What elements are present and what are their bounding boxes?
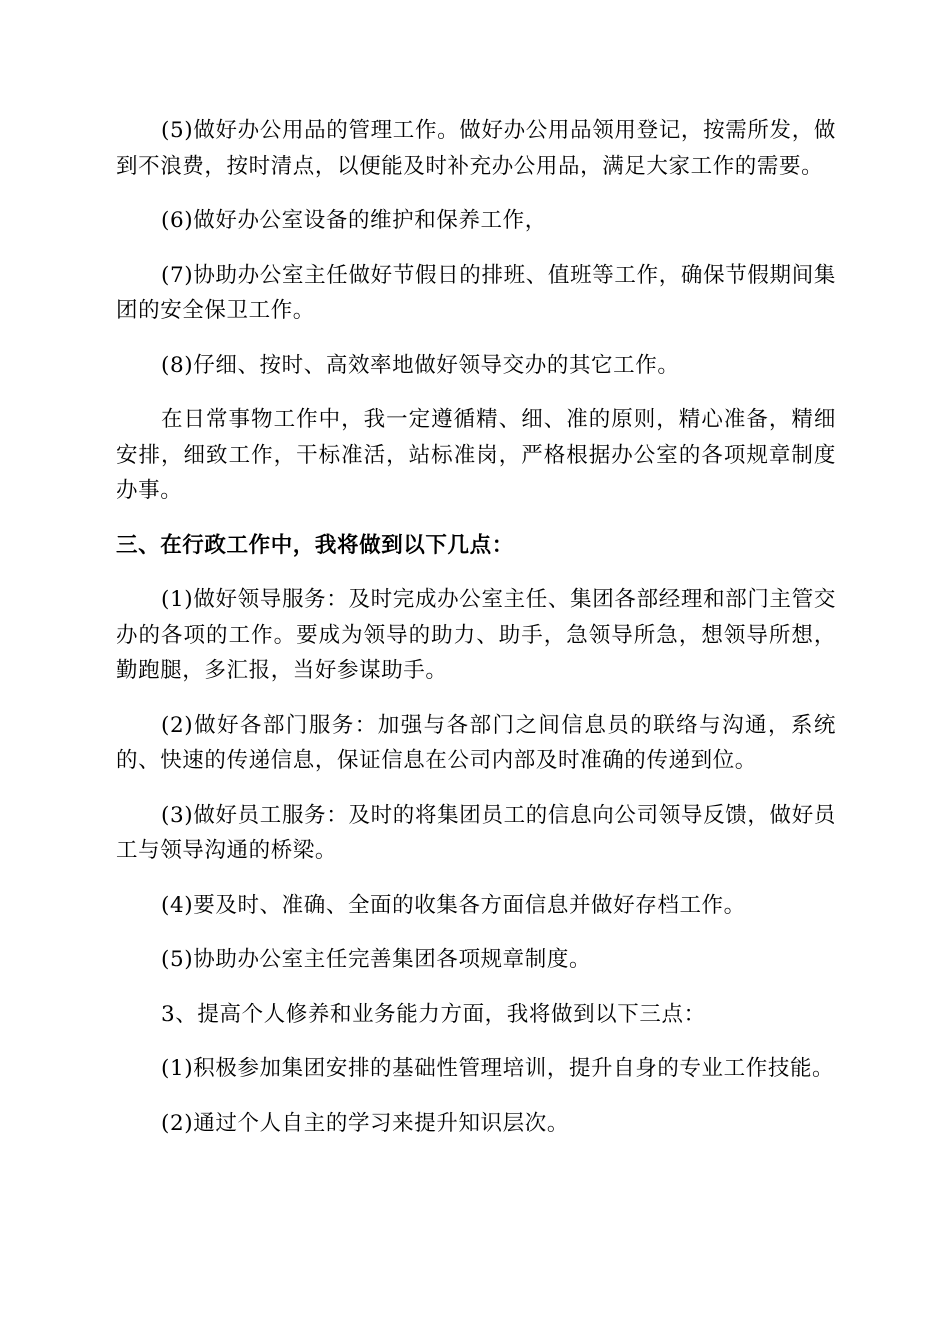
paragraph-training: (1)积极参加集团安排的基础性管理培训，提升自身的专业工作技能。: [161, 1056, 835, 1081]
paragraph-item-6-equipment: (6)做好办公室设备的维护和保养工作，: [161, 208, 547, 233]
paragraph-self-study: (2)通过个人自主的学习来提升知识层次。: [161, 1110, 569, 1136]
paragraph-self-improvement-heading: 3、提高个人修养和业务能力方面，我将做到以下三点：: [161, 1001, 706, 1027]
paragraph-daily-affairs: 在日常事物工作中，我一定遵循精、细、准的原则，精心准备，精细安排，细致工作，干标准活，站标准岗，严格根据办公室的各项规章制度办事。: [116, 407, 836, 503]
paragraph-employee-service: (3)做好员工服务：及时的将集团员工的信息向公司领导反馈，做好员工与领导沟通的桥梁。: [116, 802, 836, 863]
paragraph-item-8-other-tasks: (8)仔细、按时、高效率地做好领导交办的其它工作。: [161, 352, 680, 378]
paragraph-leader-service: (1)做好领导服务：及时完成办公室主任、集团各部经理和部门主管交办的各项的工作。要成为领导的助力、助手，急领导所急，想领导所想，勤跑腿，多汇报，当好参谋助手。: [116, 587, 836, 683]
section-heading-administrative: 三、在行政工作中，我将做到以下几点：: [116, 532, 514, 558]
paragraph-department-service: (2)做好各部门服务：加强与各部门之间信息员的联络与沟通，系统的、快速的传递信息，保证信息在公司内部及时准确的传递到位。: [116, 712, 836, 773]
document-body: [116, 113, 836, 1160]
paragraph-item-7-holiday-duty: (7)协助办公室主任做好节假日的排班、值班等工作，确保节假期间集团的安全保卫工作。: [116, 262, 836, 323]
paragraph-item-5-office-supplies: (5)做好办公用品的管理工作。做好办公用品领用登记，按需所发，做到不浪费，按时清点，以便能及时补充办公用品，满足大家工作的需要。: [116, 118, 836, 179]
paragraph-regulations: (5)协助办公室主任完善集团各项规章制度。: [161, 947, 592, 972]
paragraph-information-archive: (4)要及时、准确、全面的收集各方面信息并做好存档工作。: [161, 892, 746, 918]
